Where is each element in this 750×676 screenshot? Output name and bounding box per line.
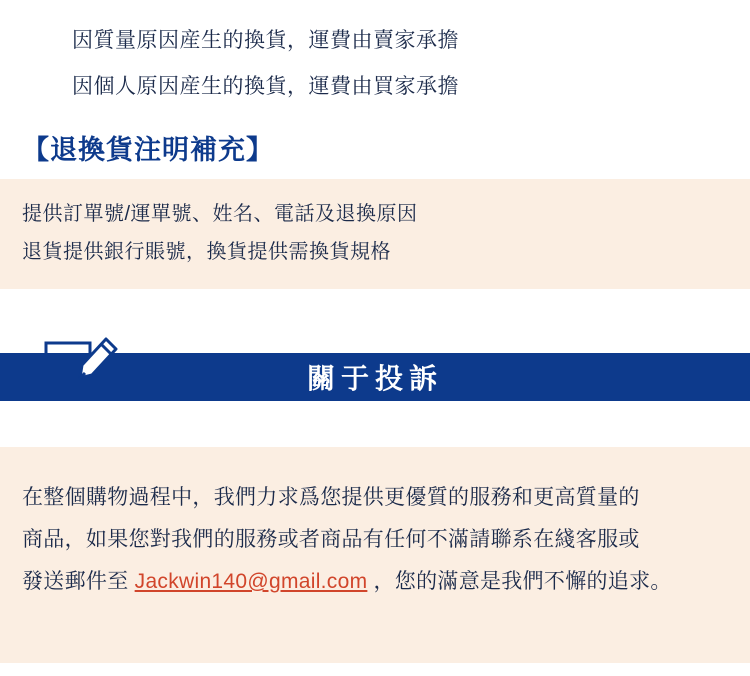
return-policy-line: 退貨提供銀行賬號，換貨提供需換貨規格 [22,241,391,263]
contact-email-link[interactable]: Jackwin140@gmail.com [134,570,368,593]
complaint-body-block [0,447,750,663]
complaint-banner [0,341,750,401]
top-note-line: 因質量原因産生的換貨，運費由賣家承擔 [72,29,459,52]
top-notes [0,0,750,110]
return-policy-line: 提供訂單號/運單號、姓名、電話及退換原因 [22,203,418,225]
complaint-body-line-email [0,561,750,603]
email-line-prefix: 發送郵件至 [22,570,135,593]
top-note-line: 因個人原因産生的換貨，運費由買家承擔 [72,75,459,98]
return-policy-note-block [0,179,750,289]
complaint-body-line: 商品，如果您對我們的服務或者商品有任何不滿請聯系在綫客服或 [22,528,640,551]
complaint-body-line: 在整個購物過程中，我們力求爲您提供更優質的服務和更高質量的 [22,486,640,509]
pencil-note-icon [38,321,120,403]
complaint-banner-title: 關于投訴 [306,363,443,394]
email-line-suffix: ，您的滿意是我們不懈的追求。 [367,570,672,593]
return-policy-heading: 【退換貨注明補充】 [22,135,274,165]
